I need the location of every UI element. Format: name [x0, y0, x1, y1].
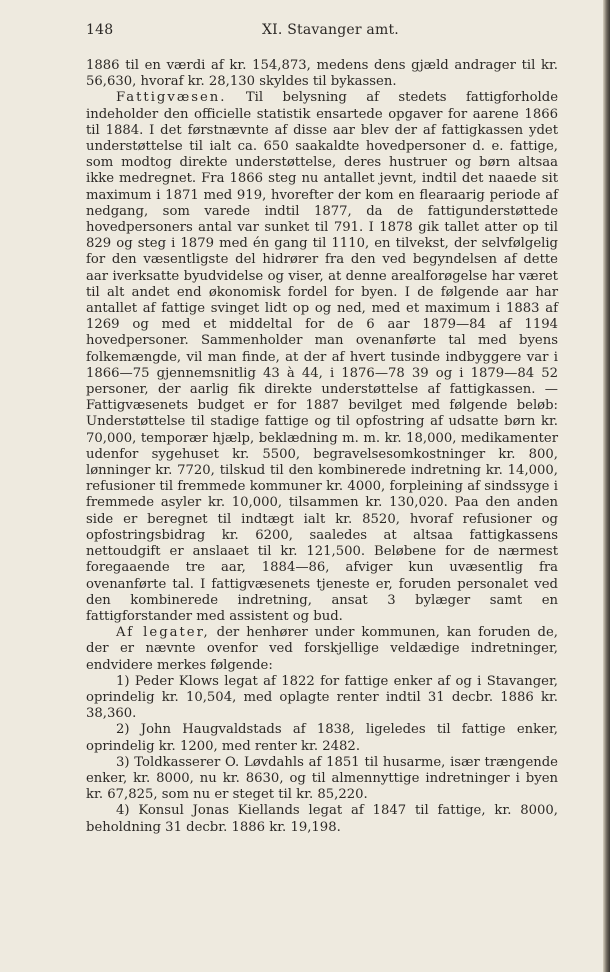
legacies-text: der henhører under kommunen, kan foruden de, der er nævnte ovenfor ved forskjellige veldædige indretninger, endvidere merkes følgende: [86, 625, 558, 673]
body-text [86, 58, 558, 836]
page-header [86, 20, 556, 42]
paragraph-poor-relief [86, 90, 558, 625]
page-edge-shadow [603, 0, 610, 972]
legacy-item-2: 2) John Haugvaldstads af 1838, ligeledes til fattige enker, oprindelig kr. 1200, med renter kr. 2482. [86, 722, 558, 754]
page-number: 148 [86, 22, 114, 38]
section-lead-poor-relief: Fattigvæsen. [116, 90, 227, 106]
paragraph-legacies [86, 625, 558, 674]
legacy-item-3: 3) Toldkasserer O. Løvdahls af 1851 til husarme, især trængende enker, kr. 8000, nu kr. 8630, og til almennyttige indretninger i byen kr. 67,825, som nu er steget til kr. 85,220. [86, 754, 558, 803]
legacy-item-1: 1) Peder Klows legat af 1822 for fattige enker af og i Stavanger, oprindelig kr. 10,504, med oplagte renter indtil 31 decbr. 1886 kr. 38,360. [86, 673, 558, 722]
legacy-item-4: 4) Konsul Jonas Kiellands legat af 1847 til fattige, kr. 8000, beholdning 31 decbr. 1886 kr. 19,198. [86, 803, 558, 835]
poor-relief-text: Til belysning af stedets fattigforholde indeholder den officielle statistik ensartede opgaver for aarene 1866 til 1884. I det førstnævnte af disse aar blev der af fattigkassen ydet understøttelse til ialt ca. 650 saakaldte hovedpersoner d. e. fattige, som modtog direkte understøttelse, deres hustruer og børn altsaa ikke medregnet. Fra 1866 steg nu antallet jevnt, indtil det naaede sit maximum i 1871 med 919, hvorefter der kom en flearaarig periode af nedgang, som varede indtil 1877, da de fattigunderstøttede hovedpersoners antal var sunket til 791. I 1878 gik tallet atter op til 829 og steg i 1879 med én gang til 1110, en tilvekst, der selvfølgelig for den væsentligste del hidrører fra den ved begyndelsen af dette aar iverksatte byudvidelse og viser, at denne arealforøgelse har været til alt andet end økonomisk fordel for byen. I de følgende aar har antallet af fattige svinget lidt op og ned, med et maximum i 1883 af 1269 og med et middeltal for de 6 aar 1879—84 af 1194 hovedpersoner. Sammenholder man ovenanførte tal med byens folkemængde, vil man finde, at der af hvert tusinde indbyggere var i 1866—75 gjennemsnitlig 43 à 44, i 1876—78 39 og i 1879—84 52 personer, der aarlig fik direkte understøttelse af fattigkassen. — Fattigvæsenets budget er for 1887 bevilget med følgende beløb: Understøttelse til stadige fattige og til opfostring af udsatte børn kr. 70,000, temporær hjælp, beklædning m. m. kr. 18,000, medikamenter udenfor sygehuset kr. 5500, begravelsesomkostninger kr. 800, lønninger kr. 7720, tilskud til den kombinerede indretning kr. 14,000, refusioner til fremmede kommuner kr. 4000, forpleining af sindssyge i fremmede asyler kr. 10,000, tilsammen kr. 130,020. Paa den anden side er beregnet til indtægt ialt kr. 8520, hvoraf refusioner og opfostringsbidrag kr. 6200, saaledes at altsaa fattigkassens nettoudgift er anslaaet til kr. 121,500. Beløbene for de nærmest foregaaende tre aar, 1884—86, afviger kun uvæsentlig fra ovenanførte tal. I fattigvæsenets tjeneste er, foruden personalet ved den kombinerede indretning, ansat 3 bylæger samt en fattigforstander med assistent og bud. [86, 90, 558, 624]
running-title: XI. Stavanger amt. [262, 22, 399, 38]
section-lead-legacies: Af legater, [116, 625, 210, 641]
paragraph-property-value: 1886 til en værdi af kr. 154,873, medens dens gjæld andrager til kr. 56,630, hvoraf kr. 28,130 skyldes til bykassen. [86, 58, 558, 90]
